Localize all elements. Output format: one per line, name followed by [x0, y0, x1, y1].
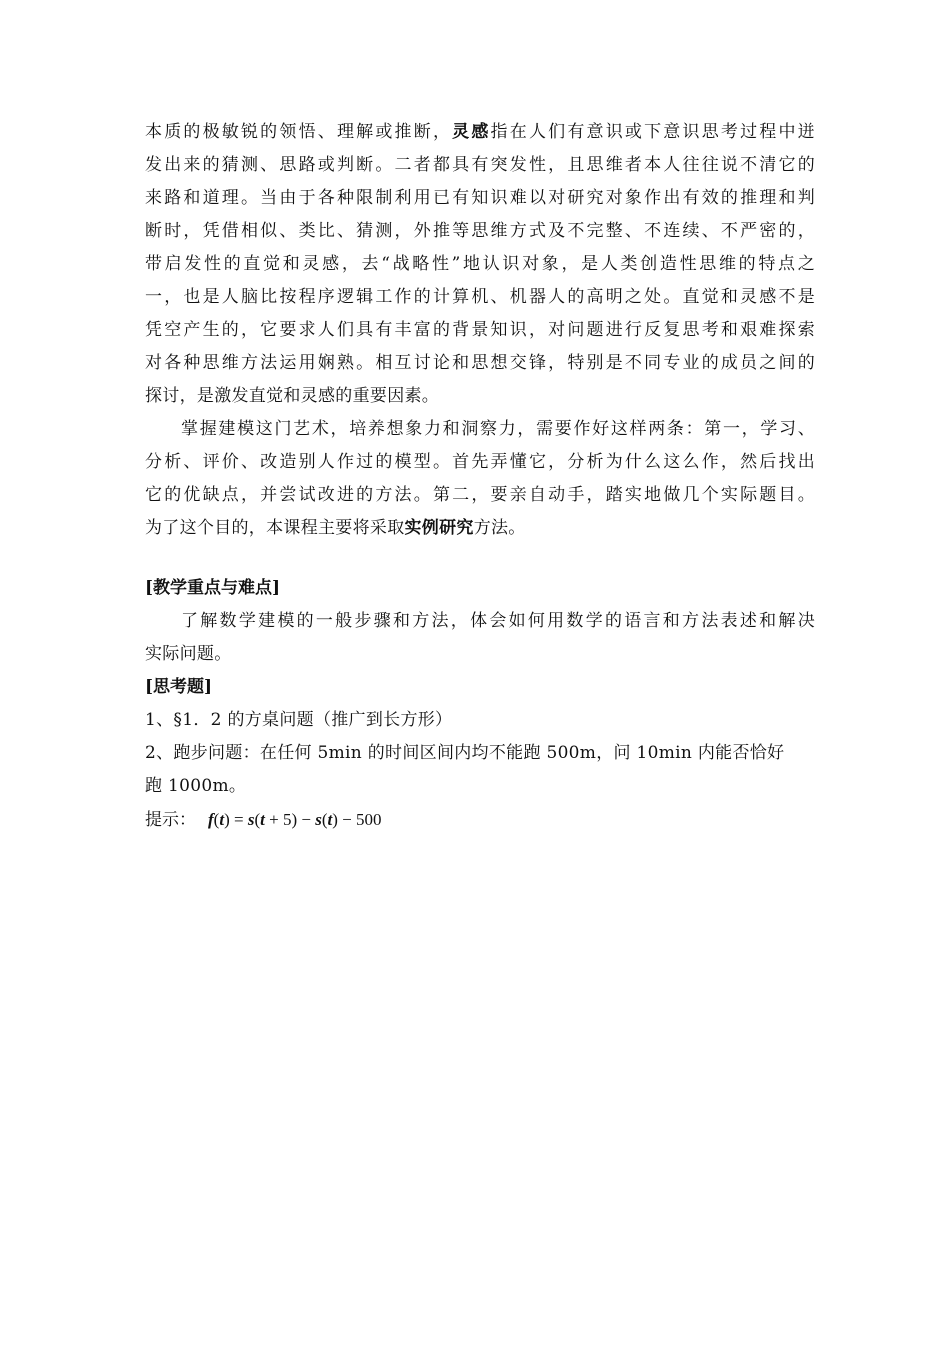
text-line: 带启发性的直觉和灵感，去“战略性”地认识对象，是人类创造性思维的特点之	[145, 254, 815, 274]
text-line: 了解数学建模的一般步骤和方法，体会如何用数学的语言和方法表述和解决	[181, 611, 815, 631]
formula-var: s	[315, 810, 322, 829]
paragraph-intuition	[145, 116, 815, 413]
hint-formula	[208, 810, 381, 829]
bold-term-case-study: 实例研究	[404, 518, 474, 538]
formula-op: + 5) −	[264, 810, 316, 829]
paragraph-modeling-art	[145, 413, 815, 545]
text-line	[145, 512, 815, 545]
text-line: 对各种思维方法运用娴熟。相互讨论和思想交锋，特别是不同专业的成员之间的	[145, 353, 815, 373]
formula-var: s	[247, 810, 255, 829]
hint-label: 提示：	[145, 810, 196, 830]
text-line: 分析、评价、改造别人作过的模型。首先弄懂它，分析为什么这么作，然后找出	[145, 452, 815, 472]
question-2-line: 跑 1000m。	[145, 776, 247, 796]
formula-op: ) =	[224, 810, 248, 829]
text-line: 它的优缺点，并尝试改进的方法。第二，要亲自动手，踏实地做几个实际题目。	[145, 485, 815, 505]
text-run: 为了这个目的，本课程主要将采取	[145, 518, 405, 538]
text-run: 指在人们有意识或下意识思考过程中迸	[490, 122, 815, 142]
text-line: 一，也是人脑比按程序逻辑工作的计算机、机器人的高明之处。直觉和灵感不是	[145, 287, 815, 307]
hint-line	[145, 803, 815, 836]
section-questions	[145, 671, 815, 836]
formula-paren: (	[213, 810, 220, 829]
formula-op: ) − 500	[332, 810, 382, 829]
formula-var: t	[327, 810, 333, 829]
text-line: 凭空产生的，它要求人们具有丰富的背景知识，对问题进行反复思考和艰难探索	[145, 320, 815, 340]
text-line: 来路和道理。当由于各种限制利用已有知识难以对研究对象作出有效的推理和判	[145, 188, 815, 208]
spacer	[145, 545, 815, 572]
document-page	[145, 116, 815, 836]
formula-var: t	[219, 810, 225, 829]
text-line: 掌握建模这门艺术，培养想象力和洞察力，需要作好这样两条：第一，学习、	[181, 419, 815, 439]
formula-var: f	[208, 810, 214, 829]
text-run: 方法。	[473, 518, 526, 538]
text-run: 本质的极敏锐的领悟、理解或推断，	[145, 122, 453, 142]
section-key-points	[145, 572, 815, 671]
text-line: 断时，凭借相似、类比、猜测，外推等思维方式及不完整、不连续、不严密的，	[145, 221, 815, 241]
text-line: 探讨，是激发直觉和灵感的重要因素。	[145, 386, 440, 406]
bold-term-inspiration: 灵感	[452, 122, 491, 142]
section-heading: [教学重点与难点]	[145, 578, 281, 598]
section-heading: [思考题]	[145, 677, 213, 697]
text-line: 实际问题。	[145, 644, 232, 664]
formula-paren: (	[254, 810, 261, 829]
question-2-line: 2、跑步问题：在任何 5min 的时间区间内均不能跑 500m，问 10min 内能否恰好	[145, 743, 785, 763]
text-line	[145, 116, 815, 149]
question-1: 1、§1．2 的方桌问题（推广到长方形）	[145, 710, 453, 730]
formula-paren: (	[321, 810, 328, 829]
formula-var: t	[260, 810, 265, 829]
text-line: 发出来的猜测、思路或判断。二者都具有突发性，且思维者本人往往说不清它的	[145, 155, 815, 175]
